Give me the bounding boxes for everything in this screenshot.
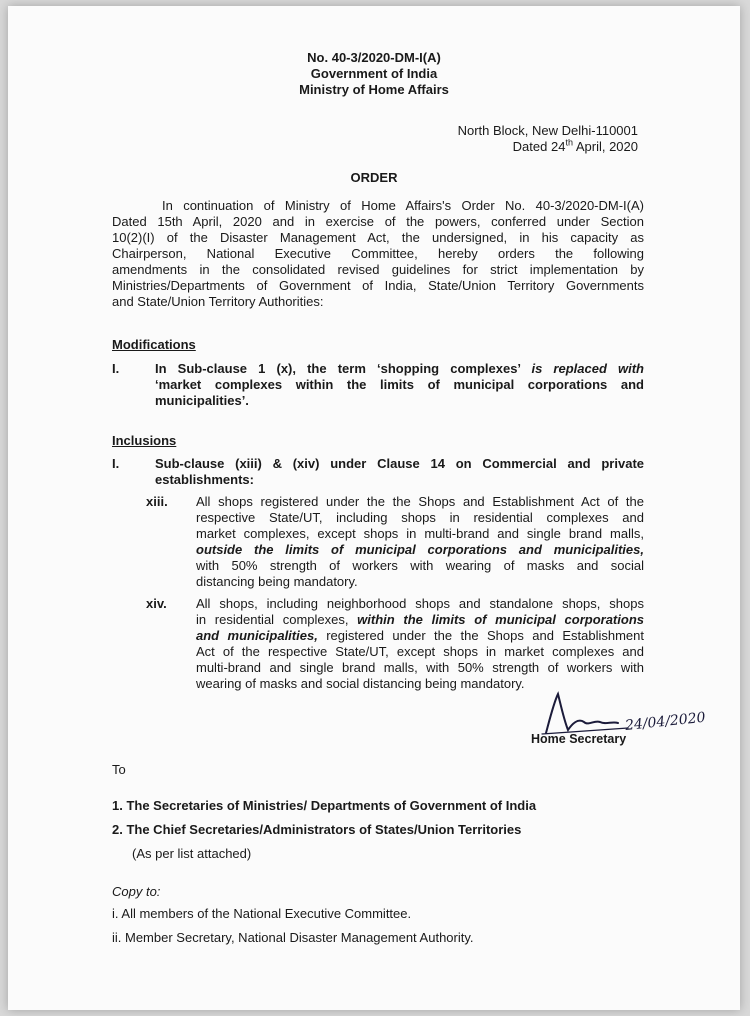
to-item-1: 1. The Secretaries of Ministries/ Departments of Government of India bbox=[112, 798, 537, 813]
xiii-line: respective State/UT, including shops in residential complexes and bbox=[196, 510, 644, 525]
copy-to-label: Copy to: bbox=[112, 884, 161, 899]
date-line bbox=[513, 139, 638, 155]
subclause-xiv-text bbox=[196, 596, 644, 692]
copy-item-2: ii. Member Secretary, National Disaster Management Authority. bbox=[112, 930, 474, 945]
xiv-line: in residential complexes, within the limits of municipal corporations bbox=[196, 612, 644, 627]
date-superscript: th bbox=[565, 137, 573, 148]
inclusions-heading: Inclusions bbox=[112, 433, 177, 448]
document-page bbox=[8, 6, 740, 1010]
xiii-line: outside the limits of municipal corporations and municipalities, bbox=[196, 542, 644, 557]
modifications-item-text bbox=[155, 361, 644, 409]
xiii-line: All shops registered under the the Shops and Establishment Act of the bbox=[196, 494, 644, 509]
inclusions-line: establishments: bbox=[155, 472, 254, 487]
handwritten-date: 24/04/2020 bbox=[624, 709, 707, 734]
xiv-line: All shops, including neighborhood shops and standalone shops, shops bbox=[196, 596, 644, 611]
modifications-line: municipalities’. bbox=[155, 393, 249, 408]
date-suffix: April, 2020 bbox=[572, 139, 638, 154]
inclusions-item-text bbox=[155, 456, 644, 488]
xiii-line: distancing being mandatory. bbox=[196, 574, 358, 589]
order-title: ORDER bbox=[350, 170, 398, 185]
intro-line: and State/Union Territory Authorities: bbox=[112, 294, 324, 309]
xiii-line: with 50% strength of workers with wearing of masks and social bbox=[196, 558, 644, 573]
modifications-heading: Modifications bbox=[112, 337, 196, 352]
xiii-line: market complexes, except shops in multi-brand and single brand malls, bbox=[196, 526, 644, 541]
modifications-line: In Sub-clause 1 (x), the term ‘shopping complexes’ is replaced with bbox=[155, 361, 644, 376]
subclause-xiii-number: xiii. bbox=[146, 494, 168, 509]
inclusions-item-number: I. bbox=[112, 456, 120, 471]
government-name: Government of India bbox=[310, 66, 438, 81]
xiv-line: multi-brand and single brand malls, with 50% strength of workers with bbox=[196, 660, 644, 675]
order-number: No. 40-3/2020-DM-I(A) bbox=[307, 50, 441, 65]
to-note: (As per list attached) bbox=[132, 846, 252, 861]
date-prefix: Dated 24 bbox=[512, 139, 566, 154]
xiv-line: Act of the respective State/UT, except shops in market complexes and bbox=[196, 644, 644, 659]
subclause-xiv-number: xiv. bbox=[146, 596, 167, 611]
to-item-2: 2. The Chief Secretaries/Administrators of States/Union Territories bbox=[112, 822, 522, 837]
intro-line: 10(2)(I) of the Disaster Management Act, the undersigned, in his capacity as bbox=[112, 230, 644, 245]
intro-line: Dated 15th April, 2020 and in exercise of the powers, conferred under Section bbox=[112, 214, 644, 229]
xiv-line: wearing of masks and social distancing being mandatory. bbox=[196, 676, 525, 691]
to-label: To bbox=[112, 762, 126, 777]
intro-line: amendments in the consolidated revised guidelines for strict implementation by bbox=[112, 262, 644, 277]
intro-line: Ministries/Departments of Government of India, State/Union Territory Governments bbox=[112, 278, 644, 293]
subclause-xiii-text bbox=[196, 494, 644, 590]
inclusions-line: Sub-clause (xiii) & (xiv) under Clause 14 on Commercial and private bbox=[155, 456, 644, 471]
home-secretary-label: Home Secretary bbox=[531, 732, 627, 746]
copy-item-1: i. All members of the National Executive Committee. bbox=[112, 906, 412, 921]
intro-line: Chairperson, National Executive Committee, hereby orders the following bbox=[112, 246, 644, 261]
modifications-item-number: I. bbox=[112, 361, 120, 376]
modifications-line: ‘market complexes within the limits of municipal corporations and bbox=[155, 377, 644, 392]
xiv-line: and municipalities, registered under the the Shops and Establishment bbox=[196, 628, 644, 643]
intro-paragraph bbox=[112, 198, 644, 310]
ministry-name: Ministry of Home Affairs bbox=[299, 82, 449, 97]
intro-line: In continuation of Ministry of Home Affairs's Order No. 40-3/2020-DM-I(A) bbox=[162, 198, 644, 213]
address: North Block, New Delhi-110001 bbox=[457, 123, 638, 138]
